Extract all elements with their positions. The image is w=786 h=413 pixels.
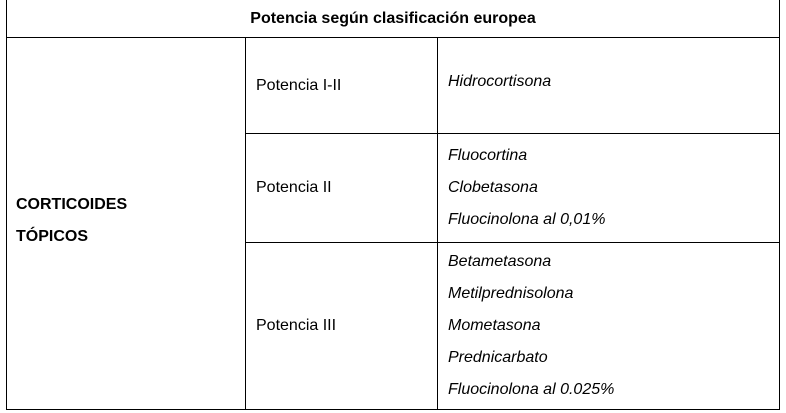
potency-label: Potencia II (256, 179, 332, 196)
table-row (246, 134, 779, 243)
drug-name: Fluocinolona al 0,01% (448, 211, 606, 228)
category-line-2: TÓPICOS (16, 228, 89, 245)
category-line-1: CORTICOIDES (16, 196, 128, 213)
drug-name: Mometasona (448, 317, 541, 334)
drug-name: Metilprednisolona (448, 285, 574, 302)
drugs-cell (448, 38, 551, 98)
drug-name: Fluocortina (448, 147, 528, 164)
drug-name: Prednicarbato (448, 349, 548, 366)
drug-name: Betametasona (448, 253, 552, 270)
drugs-cell (448, 134, 605, 242)
potency-label: Potencia I-II (256, 76, 342, 94)
drug-name: Fluocinolona al 0.025% (448, 381, 615, 398)
drug-name: Hidrocortisona (448, 73, 552, 90)
table-row (246, 38, 779, 134)
potency-cell (246, 134, 438, 242)
drugs-cell (448, 243, 614, 409)
table-header: Potencia según clasificación europea (7, 0, 779, 38)
potency-label: Potencia III (256, 317, 337, 334)
category-label (16, 189, 127, 253)
table-row (246, 243, 779, 409)
category-cell (7, 38, 246, 409)
potency-cell (246, 243, 438, 409)
drug-name: Clobetasona (448, 179, 538, 196)
potency-cell (246, 38, 438, 133)
potency-table (6, 0, 780, 410)
